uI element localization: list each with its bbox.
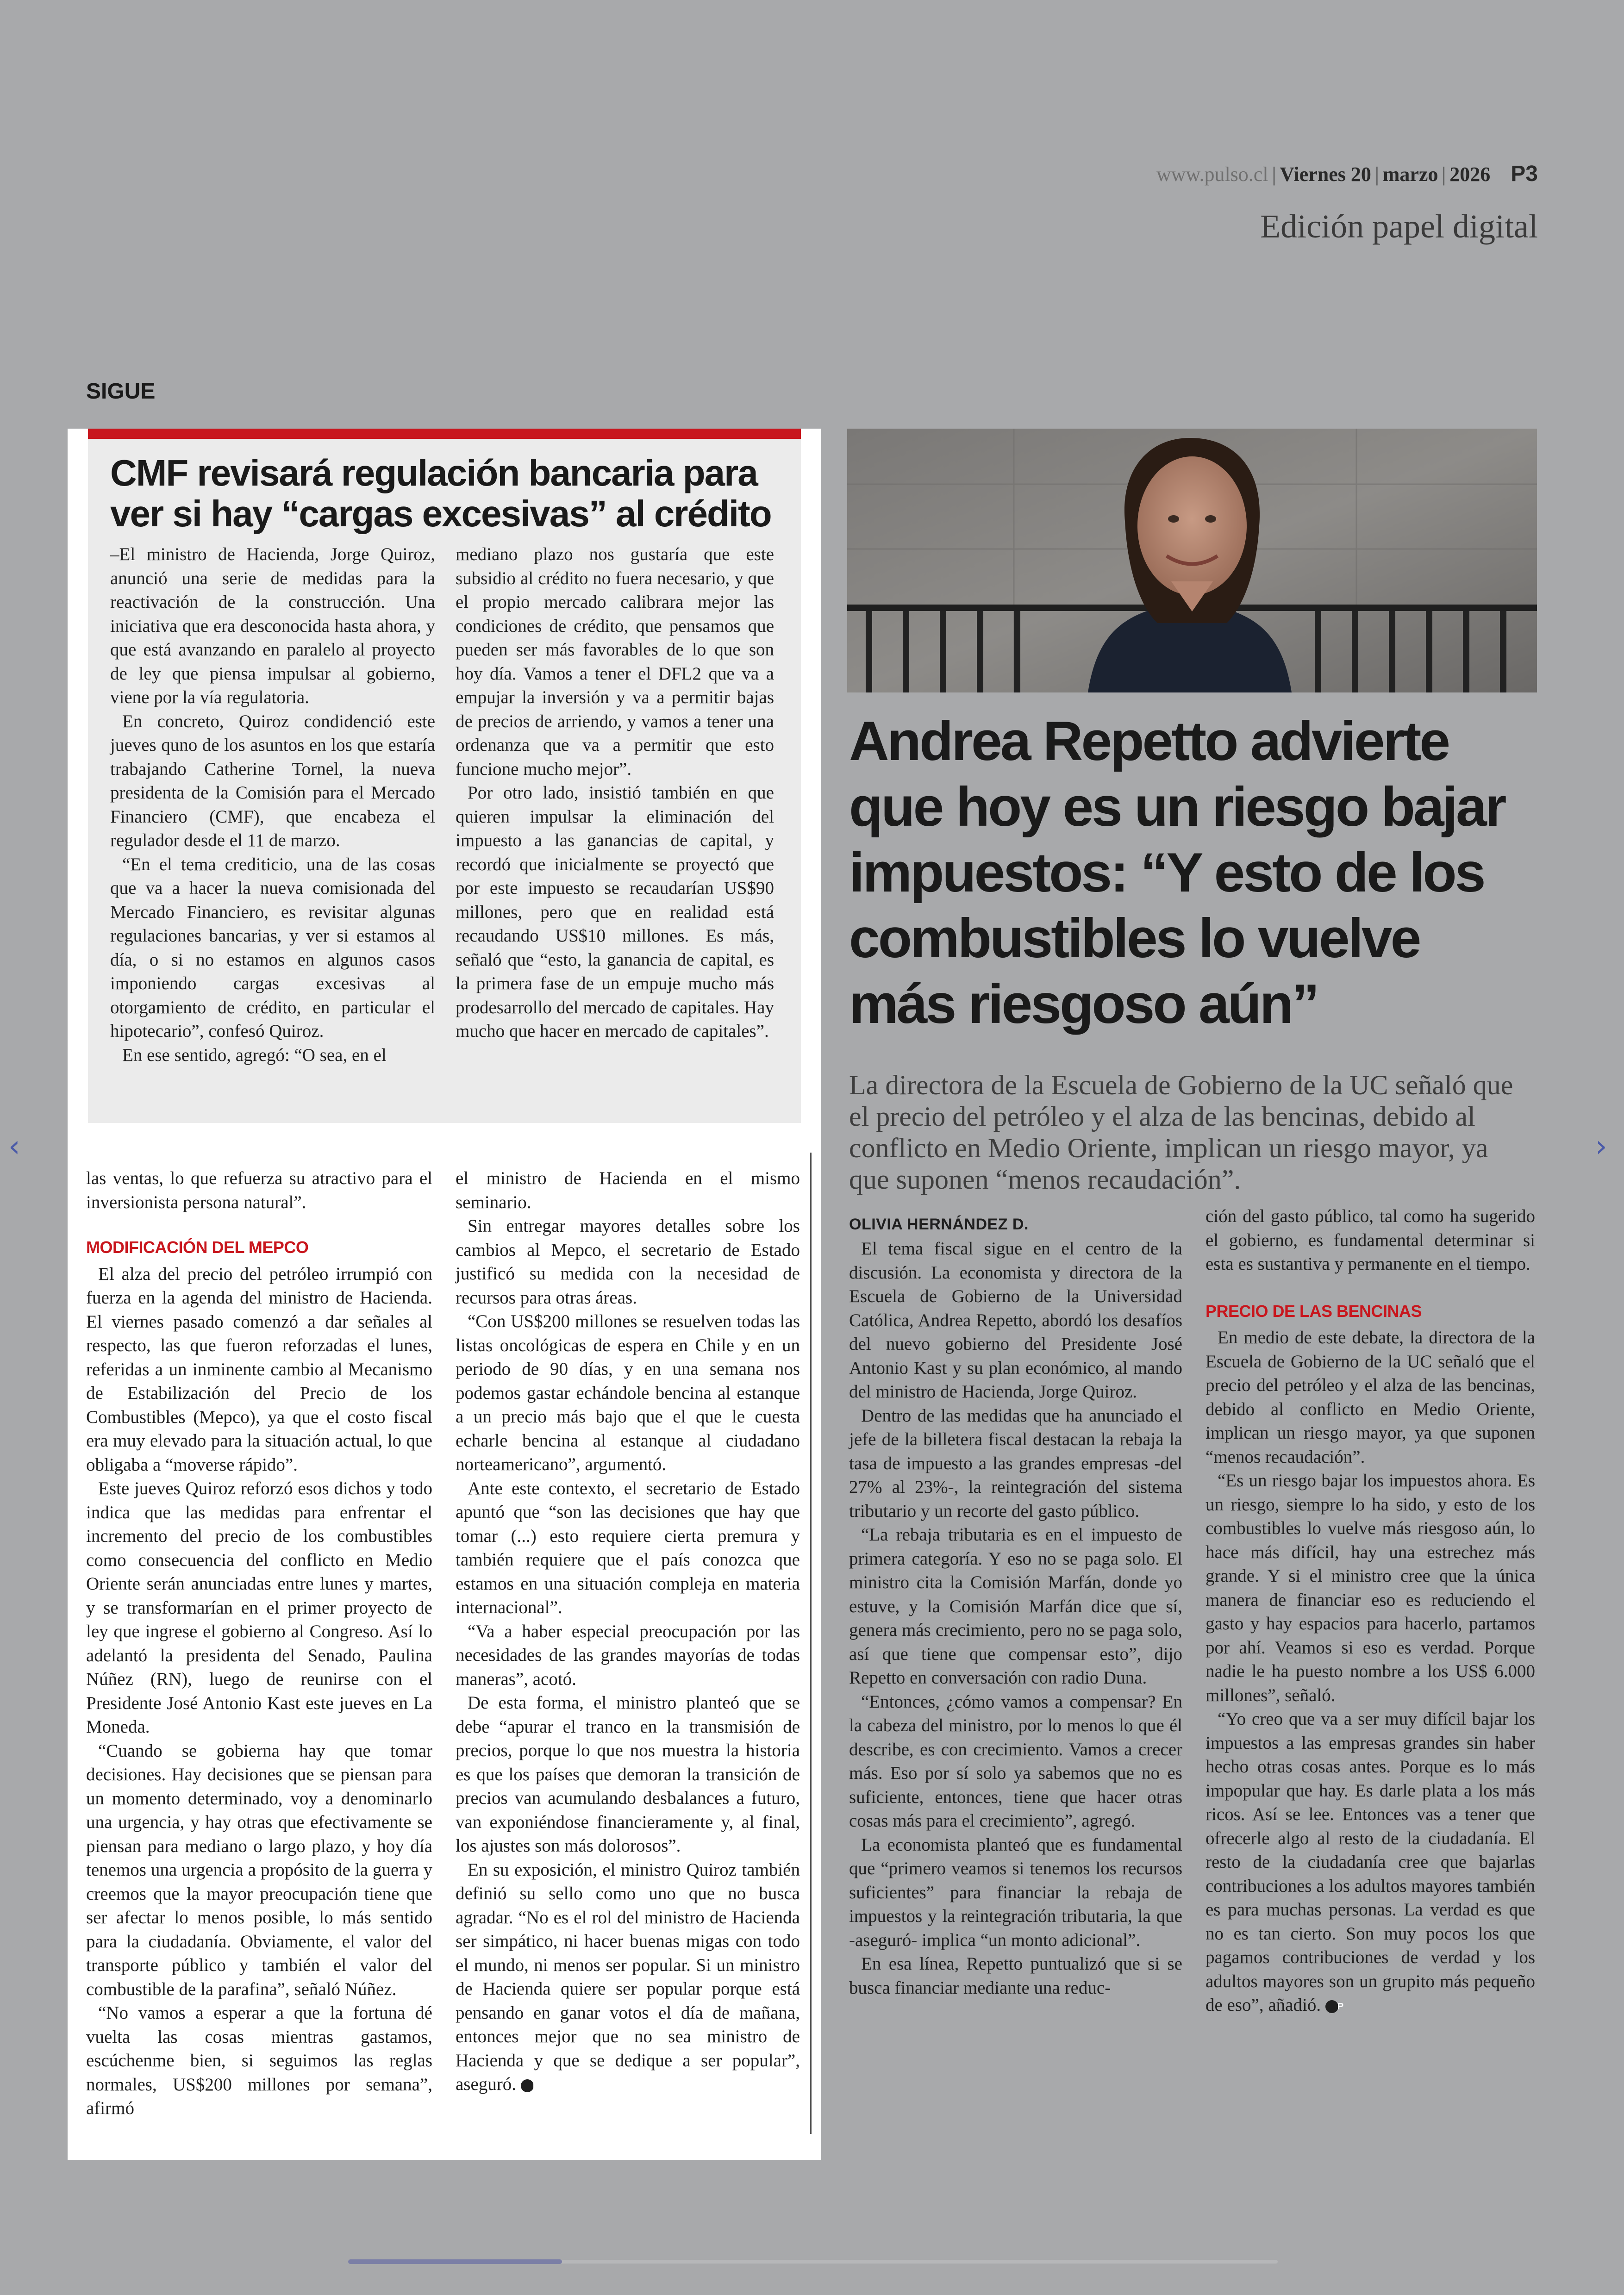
- right-article-column-1: [849, 1237, 1182, 2000]
- paragraph: De esta forma, el ministro planteó que se debe “apurar el tranco en la transmisión de precios, porque lo que nos muestra la historia es que los países que demoran la transición de precios van acumulando desbalances a futuro, van exponiéndose financieramente y, al final, los ajustes son más dolorosos”.: [456, 1693, 800, 1856]
- left-article-column-2: [456, 1166, 800, 2096]
- paragraph: el ministro de Hacienda en el mismo seminario.: [456, 1168, 800, 1212]
- paragraph: Por otro lado, insistió también en que quieren impulsar la eliminación del impuesto a las ganancias de capital, y recordó que inicialmente se proyectó que por este impuesto se recaudarían US$90 millones, pero que en realidad está recaudando US$10 millones. Es más, señaló que “esto, la ganancia de capital, es la primera fase de un empuje mucho más prodesarrollo del mercado de capitales. Hay mucho que hacer en mercado de capitales”.: [456, 783, 774, 1041]
- paragraph-text: “Yo creo que va a ser muy difícil bajar los impuestos a las empresas grandes sin haber hecho otras cosas antes. Porque es lo más impopular que hay. Es darle plata a los más ricos. Así se lee. Entonces vas a tener que ofrecerle algo al resto de la ciudadanía. El resto de la ciudadanía cree que bajarlas contribuciones a los adultos mayores también es para muchas personas. La verdad es que no es tan cierto. Son muy pocos los que pagamos contribuciones de verdad y los adultos mayores son un grupito más pequeño de eso”, añadió.: [1206, 1709, 1535, 2015]
- page-number: P3: [1511, 162, 1538, 186]
- edition-day: Viernes 20: [1280, 163, 1371, 186]
- paragraph: “En el tema crediticio, una de las cosas que va a hacer la nueva comisionada del Mercado Financiero, es revisitar algunas regulaciones bancarias, y ver si estamos al día, o si no estamos en algunos casos imponiendo cargas excesivas al otorgamiento de crédito, en particular el hipotecario”, confesó Quiroz.: [110, 854, 435, 1041]
- subhead: PRECIO DE LAS BENCINAS: [1206, 1301, 1422, 1321]
- paragraph: El alza del precio del petróleo irrumpió con fuerza en la agenda del ministro de Hacienda. El viernes pasado comenzó a dar señales al respecto, las que fueron reforzadas el lunes, referidas a un inminente cambio al Mecanismo de Estabilización del Precio de los Combustibles (Mepco), ya que el costo fiscal era muy elevado para la situación actual, lo que obligaba a “moverse rápido”.: [86, 1264, 432, 1475]
- paragraph-text: En su exposición, el ministro Quiroz también definió su sello como uno que no busca agradar. “No es el rol del ministro de Hacienda ser simpático, ni hacer buenas migas con todo el mundo, ni menos ser popular. Si un ministro de Hacienda quiere ser popular porque está pensando en ganar votos el día de mañana, entonces mejor que no sea ministro de Hacienda y que se dedique a ser popular”, aseguró.: [456, 1859, 800, 2094]
- paragraph: En concreto, Quiroz condidenció este jueves quno de los asuntos en los que estaría trabajando Catherine Tornel, la nueva presidenta de la Comisión para el Mercado Financiero (CMF), que encabeza el regulador desde el 11 de marzo.: [110, 711, 435, 850]
- end-mark-icon: P: [1325, 2000, 1338, 2013]
- previous-page-icon[interactable]: ‹: [8, 1129, 20, 1164]
- paragraph: “La rebaja tributaria es en el impuesto de primera categoría. Y eso no se paga solo. El ministro cita la Comisión Marfán, donde yo estuve, y la Comisión Marfán dice que sí, genera más crecimiento, pero no se paga solo, así que tiene que compensar esto”, dijo Repetto en conversación con radio Duna.: [849, 1525, 1182, 1688]
- paragraph: Ante este contexto, el secretario de Estado apuntó que “son las decisiones que hay que tomar (...) esto requiere cierta premura y también requiere que el país conozca que estamos en una situación compleja en materia internacional”.: [456, 1478, 800, 1617]
- edition-label: Edición papel digital: [1260, 208, 1538, 245]
- paragraph: La economista planteó que es fundamental que “primero veamos si tenemos los recursos suficientes” para financiar la rebaja de impuestos y la reintegración tributaria, la que -aseguró- implica “un monto adicional”.: [849, 1834, 1182, 1950]
- paragraph: El tema fiscal sigue en el centro de la discusión. La economista y directora de la Escuela de Gobierno de la Universidad Católica, Andrea Repetto, abordó los desafíos del nuevo gobierno del Presidente José Antonio Kast y su plan económico, al mando del ministro de Hacienda, Jorge Quiroz.: [849, 1239, 1182, 1402]
- sidebar-box-title: CMF revisará regulación bancaria para ver si hay “cargas excesivas” al crédito: [110, 452, 771, 534]
- article-photo: [847, 429, 1537, 692]
- paragraph: –El ministro de Hacienda, Jorge Quiroz, anunció una serie de medidas para la reactivación de la construcción. Una iniciativa que era desconocida hasta ahora, y que está avanzando en paralelo al proyecto de ley que piensa impulsar al gobierno, viene por la vía regulatoria.: [110, 544, 435, 707]
- paragraph: En ese sentido, agregó: “O sea, en el: [122, 1045, 387, 1065]
- paragraph: “Cuando se gobierna hay que tomar decisiones. Hay decisiones que se piensan para un momento determinado, voy a denominarlo una urgencia, y hay otras que efectivamente se piensan para mediano o largo plazo, y hoy día tenemos una urgencia a propósito de la guerra y creemos que la mayor preocupación tiene que ser afectar lo menos posible, lo más sentido para la ciudadanía. Obviamente, el valor del transporte público y también el valor del combustible de la parafina”, señaló Núñez.: [86, 1740, 432, 1999]
- left-article-column-1: [86, 1166, 432, 2120]
- site-url: www.pulso.cl: [1156, 163, 1268, 186]
- section-label: SIGUE: [86, 379, 156, 404]
- article-byline: OLIVIA HERNÁNDEZ D.: [849, 1216, 1029, 1233]
- paragraph: Este jueves Quiroz reforzó esos dichos y todo indica que las medidas para enfrentar el incremento del precio de los combustibles como consecuencia del conflicto en Medio Oriente serán anunciadas entre lunes y martes, y se transformarían en el primer proyecto de ley que ingrese el gobierno al Congreso. Así lo adelantó la presidenta del Senado, Paulina Núñez (RN), luego de reunirse con el Presidente José Antonio Kast este jueves en La Moneda.: [86, 1478, 432, 1737]
- paragraph: “Es un riesgo bajar los impuestos ahora. Es un riesgo, siempre lo ha sido, y esto de los combustibles lo vuelve más riesgoso aún, lo hace más difícil, hay una estrechez más grande. Y si el ministro cree que la única manera de financiar eso es reduciendo el gasto y hay espacios para hacerlo, partamos por ahí. Veamos si eso es verdad. Porque nadie le ha puesto nombre a los US$ 6.000 millones”, señaló.: [1206, 1471, 1535, 1705]
- paragraph: [456, 1858, 800, 2096]
- column-divider: [810, 1153, 812, 2134]
- paragraph: Sin entregar mayores detalles sobre los cambios al Mepco, el secretario de Estado justificó su medida con la necesidad de recursos para otras áreas.: [456, 1216, 800, 1308]
- end-mark-icon: P: [521, 2079, 534, 2092]
- paragraph: En esa línea, Repetto puntualizó que si se busca financiar mediante una reduc-: [849, 1954, 1182, 1998]
- page-scrollbar-thumb[interactable]: [348, 2259, 562, 2264]
- edition-date-line: www.pulso.cl | Viernes 20 | marzo | 2026 P3: [1156, 162, 1538, 186]
- edition-month: marzo: [1382, 163, 1438, 186]
- paragraph: “Con US$200 millones se resuelven todas las listas oncológicas de espera en Chile y en un periodo de 90 días, y en una semana nos podemos gastar echándole bencina al estanque a un precio más bajo que el que le cuesta echarle bencina al estanque al ciudadano norteamericano”, argumentó.: [456, 1311, 800, 1474]
- subhead: MODIFICACIÓN DEL MEPCO: [86, 1238, 309, 1257]
- article-lede: La directora de la Escuela de Gobierno de la UC señaló que el precio del petróleo y el alza de las bencinas, debido al conflicto en Medio Oriente, implican un riesgo mayor, ya que suponen “menos recaudación”.: [849, 1070, 1513, 1195]
- paragraph: [1206, 1707, 1535, 2017]
- paragraph: mediano plazo nos gustaría que este subsidio al crédito no fuera necesario, y que el propio mercado calibrara mejor las condiciones de crédito, que pensamos que pueden ser más favorables de lo que son hoy día. Vamos a tener el DFL2 que va a empujar la inversión y va a permitir bajas de precios de arriendo, y vamos a tener una ordenanza que va a permitir que esto funcione mucho mejor”.: [456, 544, 774, 779]
- paragraph: “No vamos a esperar a que la fortuna dé vuelta las cosas mientras gastamos, escúchenme bien, si seguimos las reglas normales, US$200 millones por semana”, afirmó: [86, 2003, 432, 2118]
- paragraph: En medio de este debate, la directora de la Escuela de Gobierno de la UC señaló que el precio del petróleo y el alza de las bencinas, debido al conflicto en Medio Oriente, implican un riesgo mayor, ya que suponen “menos recaudación”.: [1206, 1328, 1535, 1467]
- right-article-column-2: [1206, 1204, 1535, 2017]
- paragraph: las ventas, lo que refuerza su atractivo para el inversionista persona natural”.: [86, 1168, 432, 1212]
- paragraph: “Va a haber especial preocupación por las necesidades de las grandes mayorías de todas maneras”, acotó.: [456, 1621, 800, 1689]
- sidebar-box-column-2: [456, 543, 774, 1043]
- paragraph: ción del gasto público, tal como ha sugerido el gobierno, es fundamental determinar si esta es sustantiva y permanente en el tiempo.: [1206, 1206, 1535, 1274]
- next-page-icon[interactable]: ›: [1595, 1129, 1607, 1164]
- article-headline: Andrea Repetto advierte que hoy es un riesgo bajar impuestos: “Y esto de los combustibles lo vuelve más riesgoso aún”: [849, 710, 1505, 1035]
- sidebar-box-column-1: [110, 543, 435, 1067]
- paragraph: “Entonces, ¿cómo vamos a compensar? En la cabeza del ministro, por lo menos lo que él describe, es con crecimiento. Vamos a crecer más. Eso por sí solo ya sabemos que no es suficiente, entonces, tiene que hacer otras cosas más para el crecimiento”, agregó.: [849, 1691, 1182, 1831]
- edition-year: 2026: [1449, 163, 1491, 186]
- sidebar-box-accent-bar: [88, 429, 801, 439]
- paragraph: Dentro de las medidas que ha anunciado el jefe de la billetera fiscal destacan la rebaja la tasa de impuesto a las grandes empresas -del 27% al 23%-, la reintegración del sistema tributario y un recorte del gasto público.: [849, 1405, 1182, 1521]
